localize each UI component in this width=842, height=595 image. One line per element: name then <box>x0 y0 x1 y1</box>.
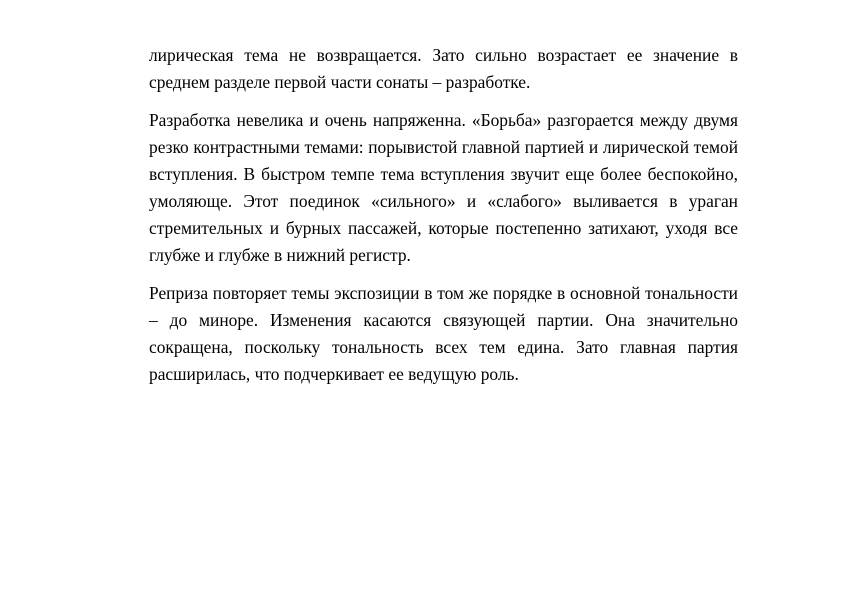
paragraph-2: Разработка невелика и очень напряженна. «Борьба» разгорается между двумя резко контрастными темами: порывистой главной партией и лирической темой вступления. В быстром темпе тема вступления звучит еще более беспокойно, умоляюще. Этот поединок «сильного» и «слабого» выливается в ураган стремительных и бурных пассажей, которые постепенно затихают, уходя все глубже и глубже в нижний регистр. <box>149 110 738 265</box>
paragraph-1: лирическая тема не возвращается. Зато сильно возрастает ее значение в среднем разделе первой части сонаты – разработке. <box>149 45 738 92</box>
document-text-block <box>149 42 738 388</box>
paragraph-3: Реприза повторяет темы экспозиции в том же порядке в основной тональности – до миноре. Изменения касаются связующей партии. Она значительно сокращена, поскольку тональность всех тем едина. Зато главная партия расширилась, что подчеркивает ее ведущую роль. <box>149 283 738 384</box>
